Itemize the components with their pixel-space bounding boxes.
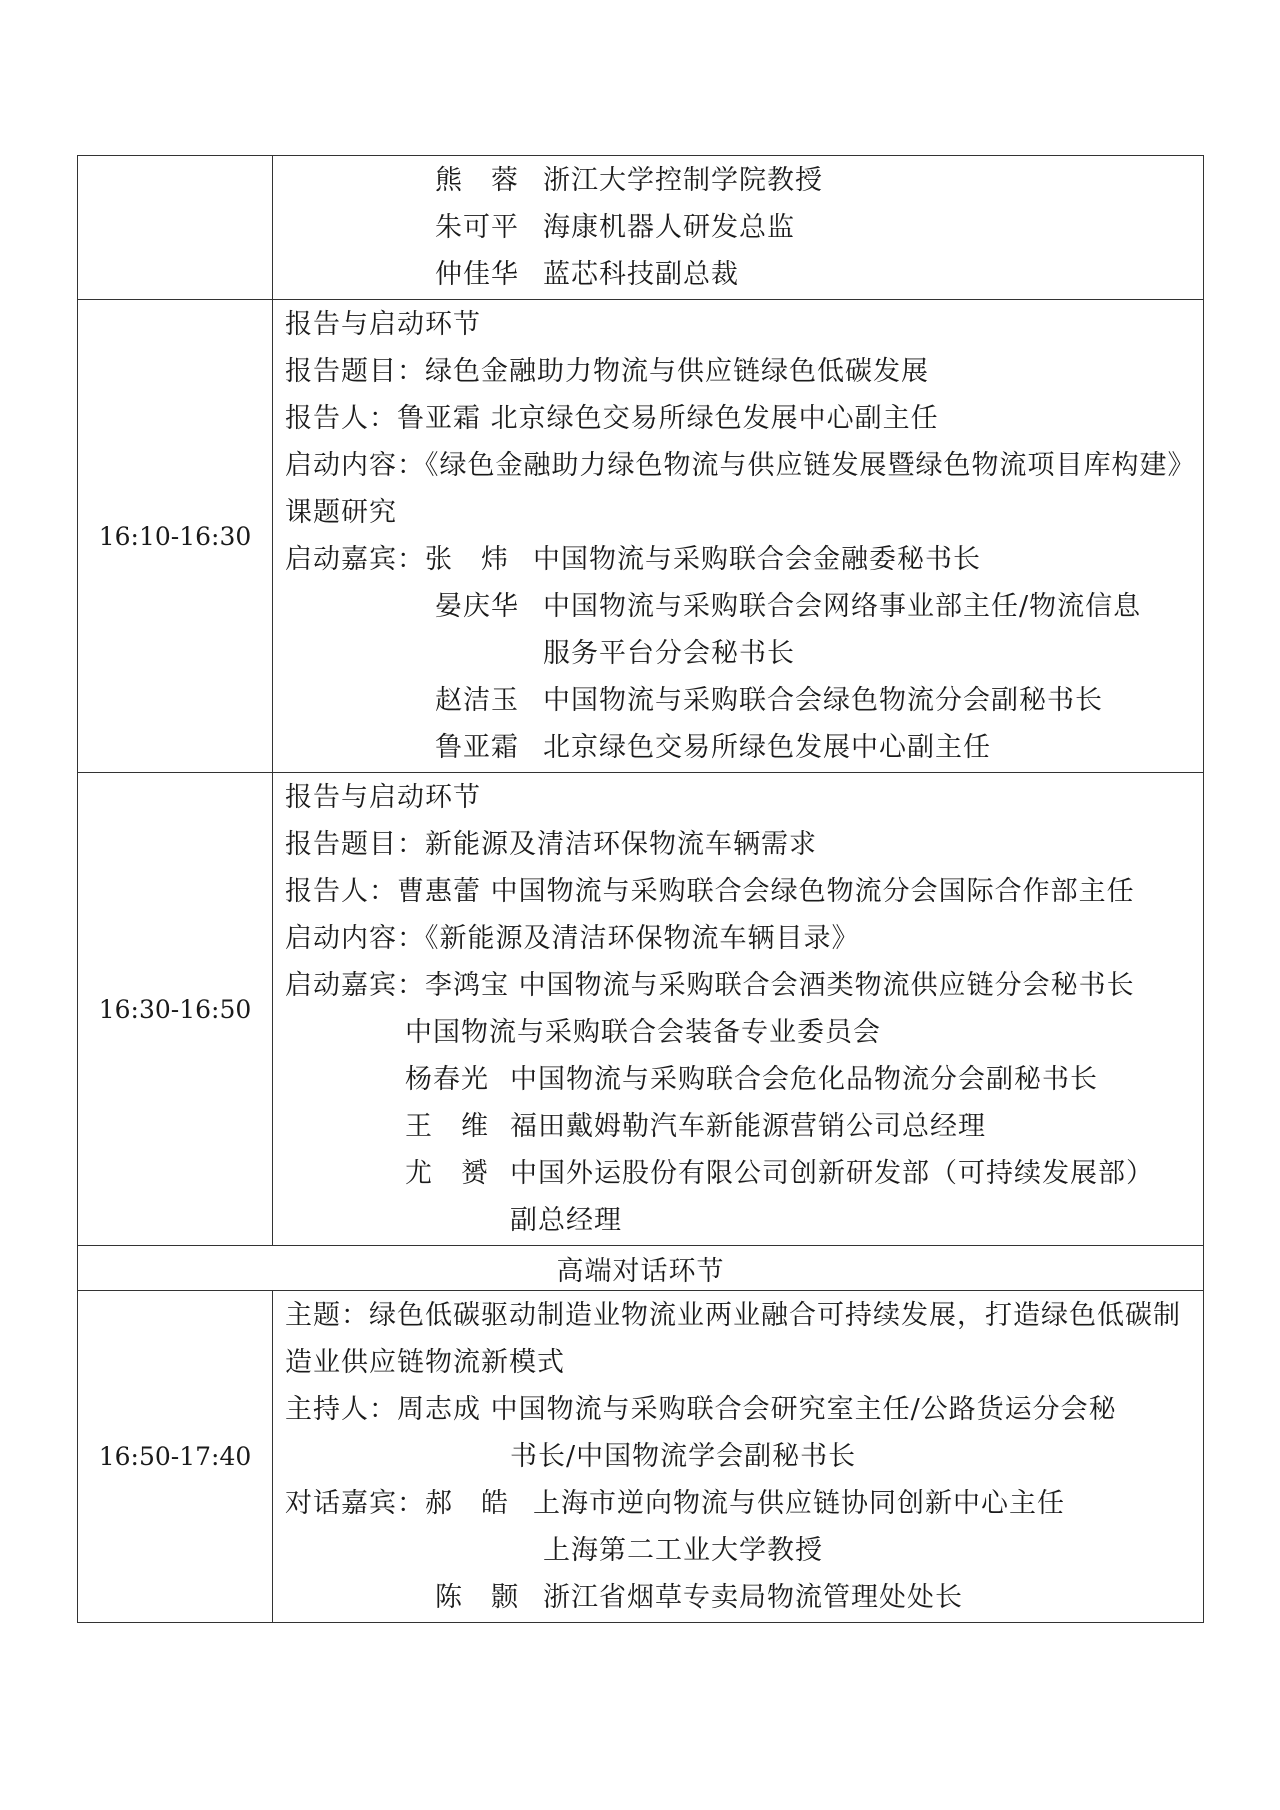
guests-label: 对话嘉宾： (285, 1488, 425, 1519)
content-cell (273, 773, 1204, 1246)
person-name: 张 炜 (425, 544, 509, 575)
guest-line (285, 630, 1193, 677)
person-name: 陈 颢 (435, 1582, 519, 1613)
guest-line (285, 1480, 1193, 1527)
guest-line (285, 1197, 1193, 1244)
guest-line (285, 677, 1193, 724)
person-line (285, 157, 1193, 204)
person-title: 浙江省烟草专卖局物流管理处处长 (543, 1582, 963, 1613)
guest-line (285, 536, 1193, 583)
host-line: 主持人：周志成 中国物流与采购联合会研究室主任/公路货运分会秘 (285, 1394, 1117, 1425)
content-cell (273, 1291, 1204, 1623)
guests-label: 启动嘉宾： (285, 544, 425, 575)
person-title: 上海市逆向物流与供应链协同创新中心主任 (533, 1488, 1065, 1519)
host-line-cont: 书长/中国物流学会副秘书长 (510, 1441, 857, 1472)
guest-line (285, 1527, 1193, 1574)
person-title: 中国物流与采购联合会金融委秘书长 (533, 544, 981, 575)
time-cell: 16:10-16:30 (78, 300, 273, 773)
table-row (78, 1246, 1204, 1291)
table-row (78, 1291, 1204, 1623)
person-name: 赵洁玉 (435, 685, 519, 716)
table-row (78, 156, 1204, 300)
time-cell-empty (78, 156, 273, 300)
person-title: 上海第二工业大学教授 (543, 1535, 823, 1566)
person-title: 福田戴姆勒汽车新能源营销公司总经理 (510, 1111, 986, 1142)
person-name: 晏庆华 (435, 591, 519, 622)
time-cell: 16:50-17:40 (78, 1291, 273, 1623)
person-title: 中国物流与采购联合会装备专业委员会 (405, 1017, 881, 1048)
section-title: 报告与启动环节 (285, 309, 481, 340)
person-title: 海康机器人研发总监 (543, 212, 795, 243)
guest-line (285, 1103, 1193, 1150)
guest-line: 启动嘉宾：李鸿宝 中国物流与采购联合会酒类物流供应链分会秘书长 (285, 970, 1135, 1001)
launch-content: 启动内容：《新能源及清洁环保物流车辆目录》 (285, 923, 860, 954)
person-name: 朱可平 (435, 212, 519, 243)
dialogue-topic: 主题：绿色低碳驱动制造业物流业两业融合可持续发展，打造绿色低碳制造业供应链物流新模式 (285, 1300, 1181, 1378)
guest-line (285, 1009, 1193, 1056)
table-row (78, 773, 1204, 1246)
person-line (285, 251, 1193, 298)
person-title: 服务平台分会秘书长 (543, 638, 795, 669)
reporter: 报告人：曹惠蕾 中国物流与采购联合会绿色物流分会国际合作部主任 (285, 876, 1135, 907)
guest-line (285, 583, 1193, 630)
time-cell: 16:30-16:50 (78, 773, 273, 1246)
content-cell (273, 156, 1204, 300)
person-name: 仲佳华 (435, 259, 519, 290)
report-topic: 报告题目：新能源及清洁环保物流车辆需求 (285, 829, 817, 860)
person-title: 蓝芯科技副总裁 (543, 259, 739, 290)
table-row (78, 300, 1204, 773)
person-name: 熊 蓉 (435, 165, 519, 196)
guest-line (285, 1574, 1193, 1621)
guest-line (285, 724, 1193, 771)
guest-line (285, 1150, 1193, 1197)
section-title: 报告与启动环节 (285, 782, 481, 813)
person-name: 郝 皓 (425, 1488, 509, 1519)
launch-content: 启动内容：《绿色金融助力绿色物流与供应链发展暨绿色物流项目库构建》课题研究 (285, 450, 1182, 528)
person-name: 鲁亚霜 (435, 732, 519, 763)
person-name: 杨春光 (405, 1064, 489, 1095)
person-title: 副总经理 (510, 1205, 622, 1236)
person-title: 中国物流与采购联合会绿色物流分会副秘书长 (543, 685, 1103, 716)
content-cell (273, 300, 1204, 773)
person-title: 北京绿色交易所绿色发展中心副主任 (543, 732, 991, 763)
person-title: 中国物流与采购联合会危化品物流分会副秘书长 (510, 1064, 1098, 1095)
report-topic: 报告题目：绿色金融助力物流与供应链绿色低碳发展 (285, 356, 929, 387)
person-name: 尤 赟 (405, 1158, 489, 1189)
guest-line (285, 1056, 1193, 1103)
reporter: 报告人：鲁亚霜 北京绿色交易所绿色发展中心副主任 (285, 403, 939, 434)
person-title: 中国物流与采购联合会网络事业部主任/物流信息 (543, 591, 1142, 622)
dialogue-section-header: 高端对话环节 (78, 1246, 1204, 1291)
person-name: 王 维 (405, 1111, 489, 1142)
person-title: 中国外运股份有限公司创新研发部（可持续发展部） (510, 1158, 1154, 1189)
person-line (285, 204, 1193, 251)
agenda-table (77, 155, 1204, 1623)
person-title: 浙江大学控制学院教授 (543, 165, 823, 196)
